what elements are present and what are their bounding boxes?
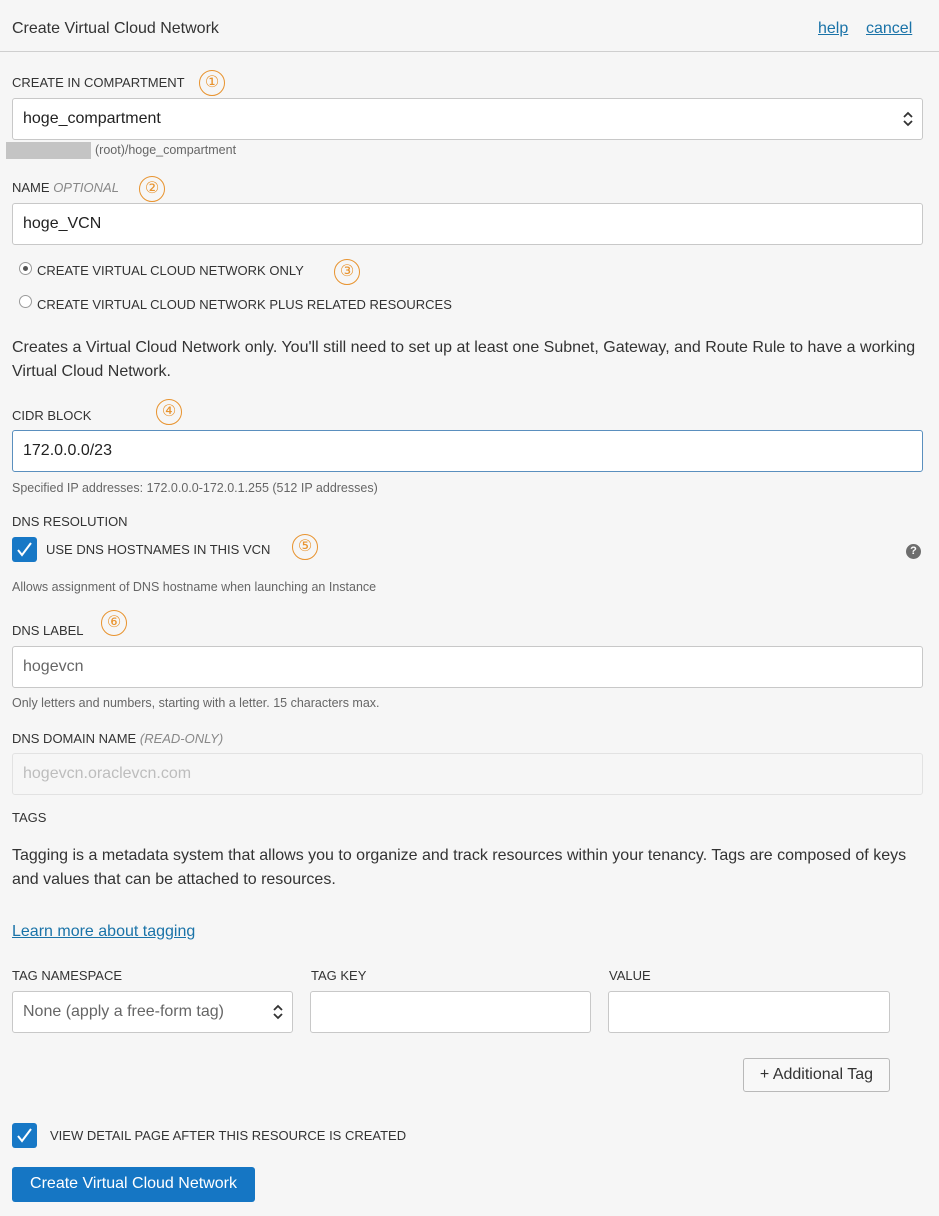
compartment-select-value: hoge_compartment xyxy=(23,110,161,127)
cancel-link[interactable]: cancel xyxy=(866,20,913,37)
dialog-title: Create Virtual Cloud Network xyxy=(12,20,219,37)
create-vcn-button[interactable]: Create Virtual Cloud Network xyxy=(12,1167,255,1202)
help-icon[interactable]: ? xyxy=(906,544,921,559)
name-input[interactable] xyxy=(12,203,923,245)
tags-label: TAGS xyxy=(12,810,47,825)
annotation-6: ⑥ xyxy=(101,610,127,636)
dns-domain-field xyxy=(12,753,923,795)
dns-resolution-label: DNS RESOLUTION xyxy=(12,514,128,529)
dns-hostnames-checkbox[interactable] xyxy=(12,537,37,562)
read-only-tag: (READ-ONLY) xyxy=(139,731,224,746)
tags-description: Tagging is a metadata system that allows you to organize and track resources within your tenancy. Tags are composed of keys and values that can be attached to resources. xyxy=(12,847,907,888)
annotation-3: ③ xyxy=(334,259,360,285)
dns-label-input[interactable] xyxy=(12,646,923,688)
dns-domain-label: DNS DOMAIN NAME (READ-ONLY) xyxy=(12,731,224,746)
dns-hostnames-hint: Allows assignment of DNS hostname when launching an Instance xyxy=(12,580,377,594)
select-arrows-icon xyxy=(272,1002,284,1022)
checkmark-icon xyxy=(12,1123,37,1148)
select-arrows-icon xyxy=(902,109,914,129)
cidr-input-value: 172.0.0.0/23 xyxy=(23,442,112,459)
dns-hostnames-label[interactable]: USE DNS HOSTNAMES IN THIS VCN xyxy=(46,542,271,557)
redacted-tenancy xyxy=(6,142,91,159)
compartment-select[interactable] xyxy=(12,98,923,140)
tag-namespace-select[interactable] xyxy=(12,991,293,1033)
help-link[interactable]: help xyxy=(818,20,849,37)
tag-key-label: TAG KEY xyxy=(311,968,367,983)
compartment-path: (root)/hoge_compartment xyxy=(95,143,237,157)
radio-vcn-plus-label[interactable]: CREATE VIRTUAL CLOUD NETWORK PLUS RELATED RESOURCES xyxy=(37,297,452,312)
annotation-5: ⑤ xyxy=(292,534,318,560)
checkmark-icon xyxy=(12,537,37,562)
radio-vcn-only-label[interactable]: CREATE VIRTUAL CLOUD NETWORK ONLY xyxy=(37,263,304,278)
tag-key-input[interactable] xyxy=(310,991,591,1033)
vcn-description: Creates a Virtual Cloud Network only. You'll still need to set up at least one Subnet, Gateway, and Route Rule to have a working Virtual Cloud Network. xyxy=(12,339,916,380)
cidr-label: CIDR BLOCK xyxy=(12,408,92,423)
optional-tag: OPTIONAL xyxy=(53,180,119,195)
view-detail-label[interactable]: VIEW DETAIL PAGE AFTER THIS RESOURCE IS CREATED xyxy=(50,1128,407,1143)
radio-vcn-only[interactable] xyxy=(19,262,32,275)
dns-domain-value: hogevcn.oraclevcn.com xyxy=(23,765,192,782)
name-label: NAME OPTIONAL xyxy=(12,180,119,195)
dns-label-hint: Only letters and numbers, starting with a letter. 15 characters max. xyxy=(12,696,380,710)
tag-value-input[interactable] xyxy=(608,991,890,1033)
annotation-2: ② xyxy=(139,176,165,202)
cidr-hint: Specified IP addresses: 172.0.0.0-172.0.1.255 (512 IP addresses) xyxy=(12,481,378,495)
name-input-value: hoge_VCN xyxy=(23,215,102,232)
tag-namespace-value: None (apply a free-form tag) xyxy=(23,1003,224,1020)
view-detail-checkbox[interactable] xyxy=(12,1123,37,1148)
learn-more-tagging-link[interactable]: Learn more about tagging xyxy=(12,923,196,940)
tag-namespace-label: TAG NAMESPACE xyxy=(12,968,123,983)
dns-label-label: DNS LABEL xyxy=(12,623,84,638)
additional-tag-button[interactable]: + Additional Tag xyxy=(743,1058,890,1092)
annotation-1: ① xyxy=(199,70,225,96)
dns-label-input-value: hogevcn xyxy=(23,658,84,675)
annotation-4: ④ xyxy=(156,399,182,425)
radio-vcn-plus[interactable] xyxy=(19,295,32,308)
tag-value-label: VALUE xyxy=(609,968,651,983)
compartment-label: CREATE IN COMPARTMENT xyxy=(12,75,185,90)
cidr-input[interactable] xyxy=(12,430,923,472)
